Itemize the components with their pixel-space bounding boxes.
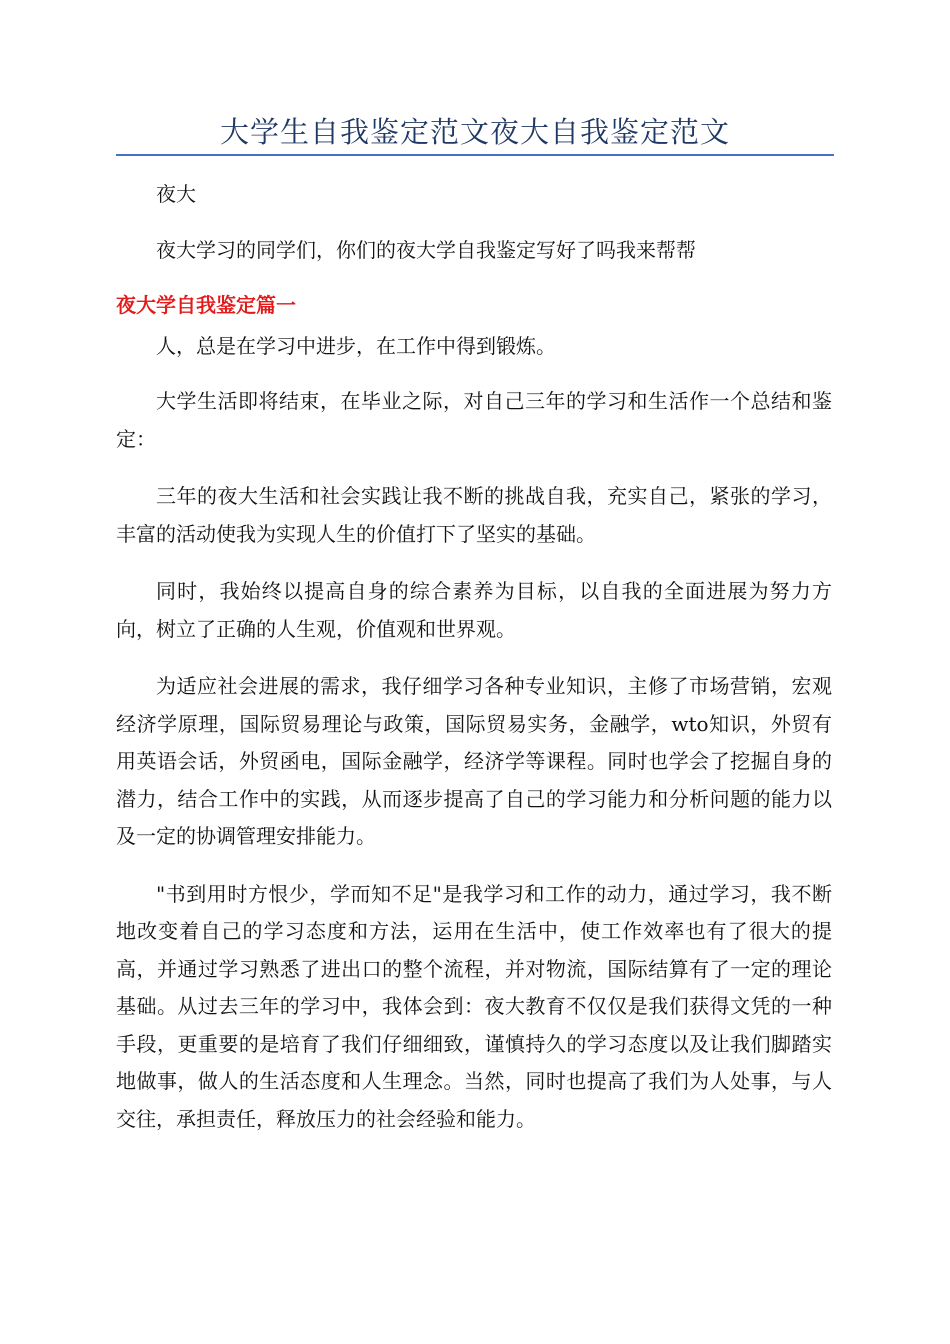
body-paragraph: 人，总是在学习中进步，在工作中得到锻炼。 <box>156 333 556 358</box>
intro-paragraph: 夜大 <box>156 182 196 206</box>
body-paragraph: "书到用时方恨少，学而知不足"是我学习和工作的动力，通过学习，我不断地改变着自己的学习态度和方法，运用在生活中，使工作效率也有了很大的提高，并通过学习熟悉了进出口的整个流程，并对物流，国际结算有了一定的理论基础。从过去三年的学习中，我体会到：夜大教育不仅仅是我们获得文凭的一种手段，更重要的是培育了我们仔细细致，谨慎持久的学习态度以及让我们脚踏实地做事，做人的生活态度和人生理念。当然，同时也提高了我们为人处事，与人交往，承担责任，释放压力的社会经验和能力。 <box>116 881 832 1131</box>
title-underline <box>116 154 834 156</box>
document-title: 大学生自我鉴定范文夜大自我鉴定范文 <box>219 115 730 149</box>
intro-paragraph: 夜大学习的同学们，你们的夜大学自我鉴定写好了吗我来帮帮 <box>156 237 696 262</box>
body-paragraph: 同时，我始终以提高自身的综合素养为目标，以自我的全面进展为努力方向，树立了正确的人生观，价值观和世界观。 <box>116 579 832 641</box>
body-paragraph: 大学生活即将结束，在毕业之际，对自己三年的学习和生活作一个总结和鉴定： <box>116 389 832 451</box>
body-paragraph: 为适应社会进展的需求，我仔细学习各种专业知识，主修了市场营销，宏观经济学原理，国际贸易理论与政策，国际贸易实务，金融学，wto知识，外贸有用英语会话，外贸函电，国际金融学，经济学等课程。同时也学会了挖掘自身的潜力，结合工作中的实践，从而逐步提高了自己的学习能力和分析问题的能力以及一定的协调管理安排能力。 <box>116 674 832 848</box>
document-body <box>116 176 832 1138</box>
section-heading: 夜大学自我鉴定篇一 <box>116 293 296 317</box>
body-paragraph: 三年的夜大生活和社会实践让我不断的挑战自我，充实自己，紧张的学习，丰富的活动使我为实现人生的价值打下了坚实的基础。 <box>116 484 832 546</box>
